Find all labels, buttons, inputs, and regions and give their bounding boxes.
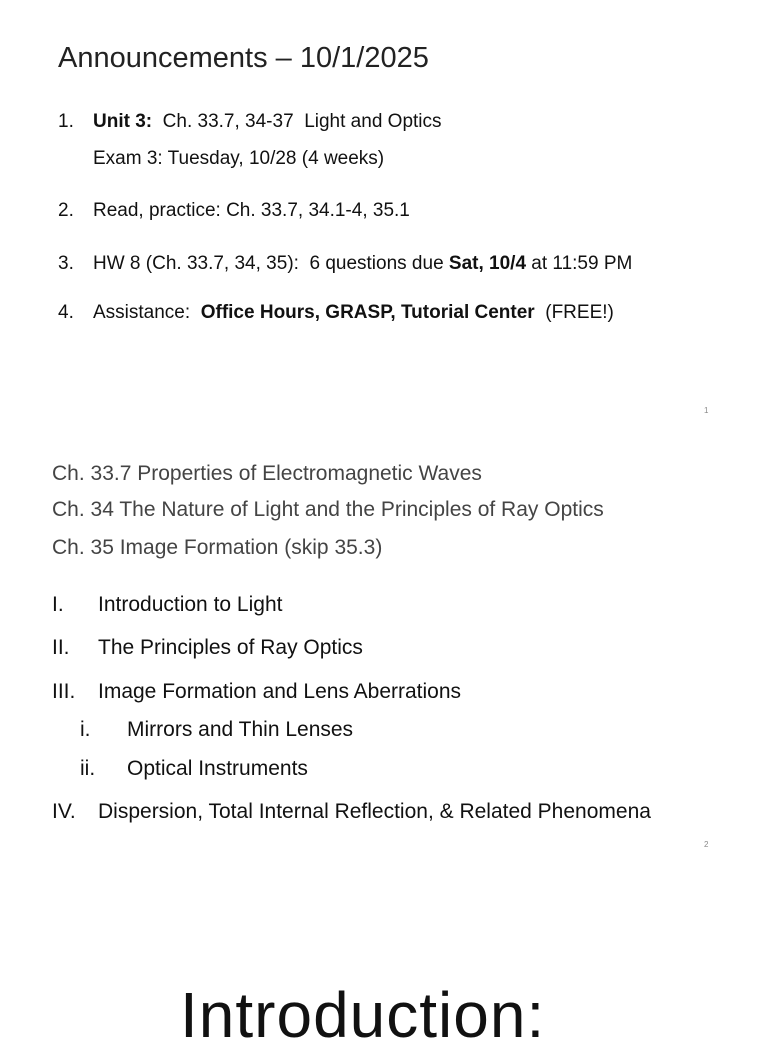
outline-item-4 (52, 800, 651, 824)
slide-2 (0, 432, 768, 852)
outline-marker: i. (80, 718, 91, 741)
outline-subitem-1 (80, 718, 353, 742)
page-number: 2 (704, 840, 709, 849)
slide-1 (0, 0, 768, 430)
page-number: 1 (704, 406, 709, 415)
item-number: 1. (58, 111, 74, 132)
outline-marker: III. (52, 680, 76, 703)
outline-marker: ii. (80, 757, 96, 780)
announcement-item-4 (58, 302, 614, 324)
outline-text: Introduction to Light (98, 593, 283, 616)
outline-text: Image Formation and Lens Aberrations (98, 680, 462, 703)
chapter-line-2: Ch. 34 The Nature of Light and the Principles of Ray Optics (52, 498, 604, 521)
item-number: 3. (58, 253, 74, 274)
item-number: 4. (58, 302, 74, 323)
announcement-item-2 (58, 200, 410, 222)
item-bold-due: Sat, 10/4 (448, 253, 527, 274)
outline-item-1 (52, 593, 282, 617)
item-text: Read, practice: Ch. 33.7, 34.1-4, 35.1 (93, 200, 410, 221)
announcements-title: Announcements – 10/1/2025 (58, 42, 429, 74)
item-bold-assistance: Office Hours, GRASP, Tutorial Center (200, 302, 535, 323)
outline-item-3 (52, 680, 461, 704)
outline-text: Optical Instruments (127, 757, 308, 780)
announcement-item-1 (58, 111, 442, 133)
chapter-line-3: Ch. 35 Image Formation (skip 35.3) (52, 536, 383, 559)
outline-item-2 (52, 636, 363, 660)
item-text-after: at 11:59 PM (526, 253, 633, 274)
chapter-line-1: Ch. 33.7 Properties of Electromagnetic Waves (52, 462, 482, 485)
item-text: HW 8 (Ch. 33.7, 34, 35): 6 questions due (93, 253, 449, 274)
item-text: Ch. 33.7, 34-37 Light and Optics (152, 111, 442, 132)
outline-text: The Principles of Ray Optics (98, 636, 363, 659)
item-bold-prefix: Unit 3: (93, 111, 153, 132)
outline-marker: IV. (52, 800, 76, 823)
outline-text: Mirrors and Thin Lenses (127, 718, 354, 741)
outline-marker: II. (52, 636, 70, 659)
announcement-item-3 (58, 253, 632, 275)
slide-3 (0, 860, 768, 1051)
announcement-item-1-subline: Exam 3: Tuesday, 10/28 (4 weeks) (93, 148, 385, 169)
outline-marker: I. (52, 593, 64, 616)
outline-subitem-2 (80, 757, 308, 781)
item-text-after: (FREE!) (534, 302, 614, 323)
slide-title: Introduction: (180, 979, 546, 1051)
outline-text: Dispersion, Total Internal Reflection, & Related Phenomena (98, 800, 651, 823)
item-number: 2. (58, 200, 74, 221)
item-text: Assistance: (93, 302, 201, 323)
